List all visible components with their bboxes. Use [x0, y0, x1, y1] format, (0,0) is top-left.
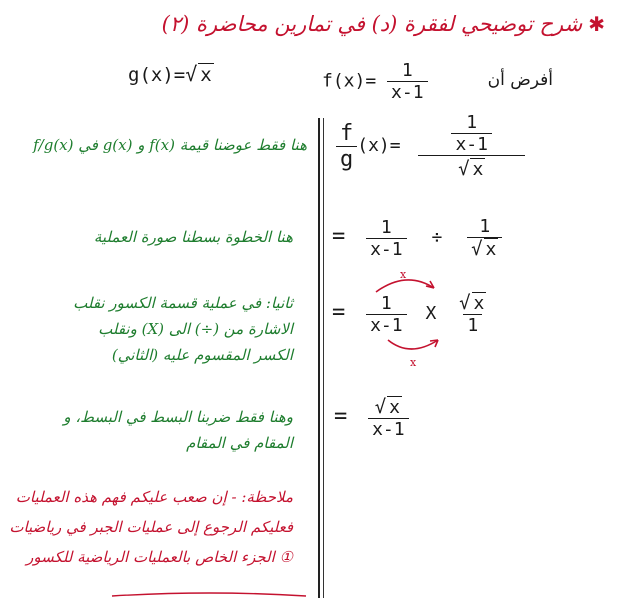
sqrt-icon: √: [471, 238, 483, 260]
step1-note: هنا فقط عوضنا قيمة f(x) و g(x) في f/g(x): [33, 136, 307, 154]
f-definition: f(x)= $\frac{1}{x-1}$: [322, 60, 428, 103]
assume-label: أفرض أن: [487, 70, 553, 90]
step2-note: هنا الخطوة بسطنا صورة العملية: [93, 228, 293, 246]
step3-fraction-a: $\frac{1}{x-1}$: [366, 293, 407, 336]
star-icon: ✱: [588, 12, 605, 36]
sqrt-icon: √: [458, 158, 470, 180]
step2-fraction-a: $\frac{1}{x-1}$: [366, 217, 407, 260]
step4-math: = $\frac{√ x}{x-1}$: [334, 396, 409, 440]
divider-line: [318, 118, 320, 598]
sqrt-icon: √: [459, 292, 471, 314]
divider-line-inner: [323, 118, 324, 598]
page-title: ✱شرح توضيحي لفقرة (د) في تمارين محاضرة (٢): [161, 12, 605, 36]
inner-fraction: $\frac{1}{x-1}$: [451, 112, 492, 155]
step3-math: = $\frac{1}{x-1}$ X $\frac{√ x}{1}$: [332, 292, 490, 336]
f-fraction: $\frac{1}{x-1}$: [387, 60, 428, 103]
sqrt-icon: √: [374, 396, 387, 418]
step2-fraction-b: $\frac{1}{√ x}$: [467, 216, 502, 260]
g-definition: g(x)=√ x: [128, 62, 212, 86]
step4-note: وهنا فقط ضربنا البسط في البسط، و المقام في المقام: [63, 408, 293, 452]
cross-mark-top: x: [400, 268, 407, 281]
step3-note: ثانيا: في عملية قسمة الكسور نقلب الاشارة من (÷) الى (X) ونقلب الكسر المقسوم عليه (الثاني): [73, 294, 293, 364]
sqrt-icon: √: [185, 62, 198, 86]
step4-fraction: $\frac{√ x}{x-1}$: [368, 396, 409, 440]
remark-note: ملاحظة: - إن صعب عليكم فهم هذه العمليات فعليكم الرجوع إلى عمليات الجبر في رياضيات ① الجزء الخاص بالعمليات الرياضية للكسور: [9, 488, 293, 566]
f-over-g: $\frac{f}{g}$: [336, 121, 357, 172]
cross-arrow-top: [372, 272, 442, 296]
complex-fraction: $\frac{\frac{1}{x-1}}{√ x}$: [411, 112, 532, 180]
step2-math: = $\frac{1}{x-1}$ ÷ $\frac{1}{√ x}$: [332, 216, 502, 260]
step3-fraction-b: $\frac{√ x}{1}$: [459, 292, 485, 336]
underline-stroke: [110, 590, 310, 600]
step1-math: $\frac{f}{g}$ (x)= $\frac{\frac{1}{x-1}}{√ x}$: [336, 112, 532, 180]
cross-mark-bottom: x: [410, 356, 417, 369]
